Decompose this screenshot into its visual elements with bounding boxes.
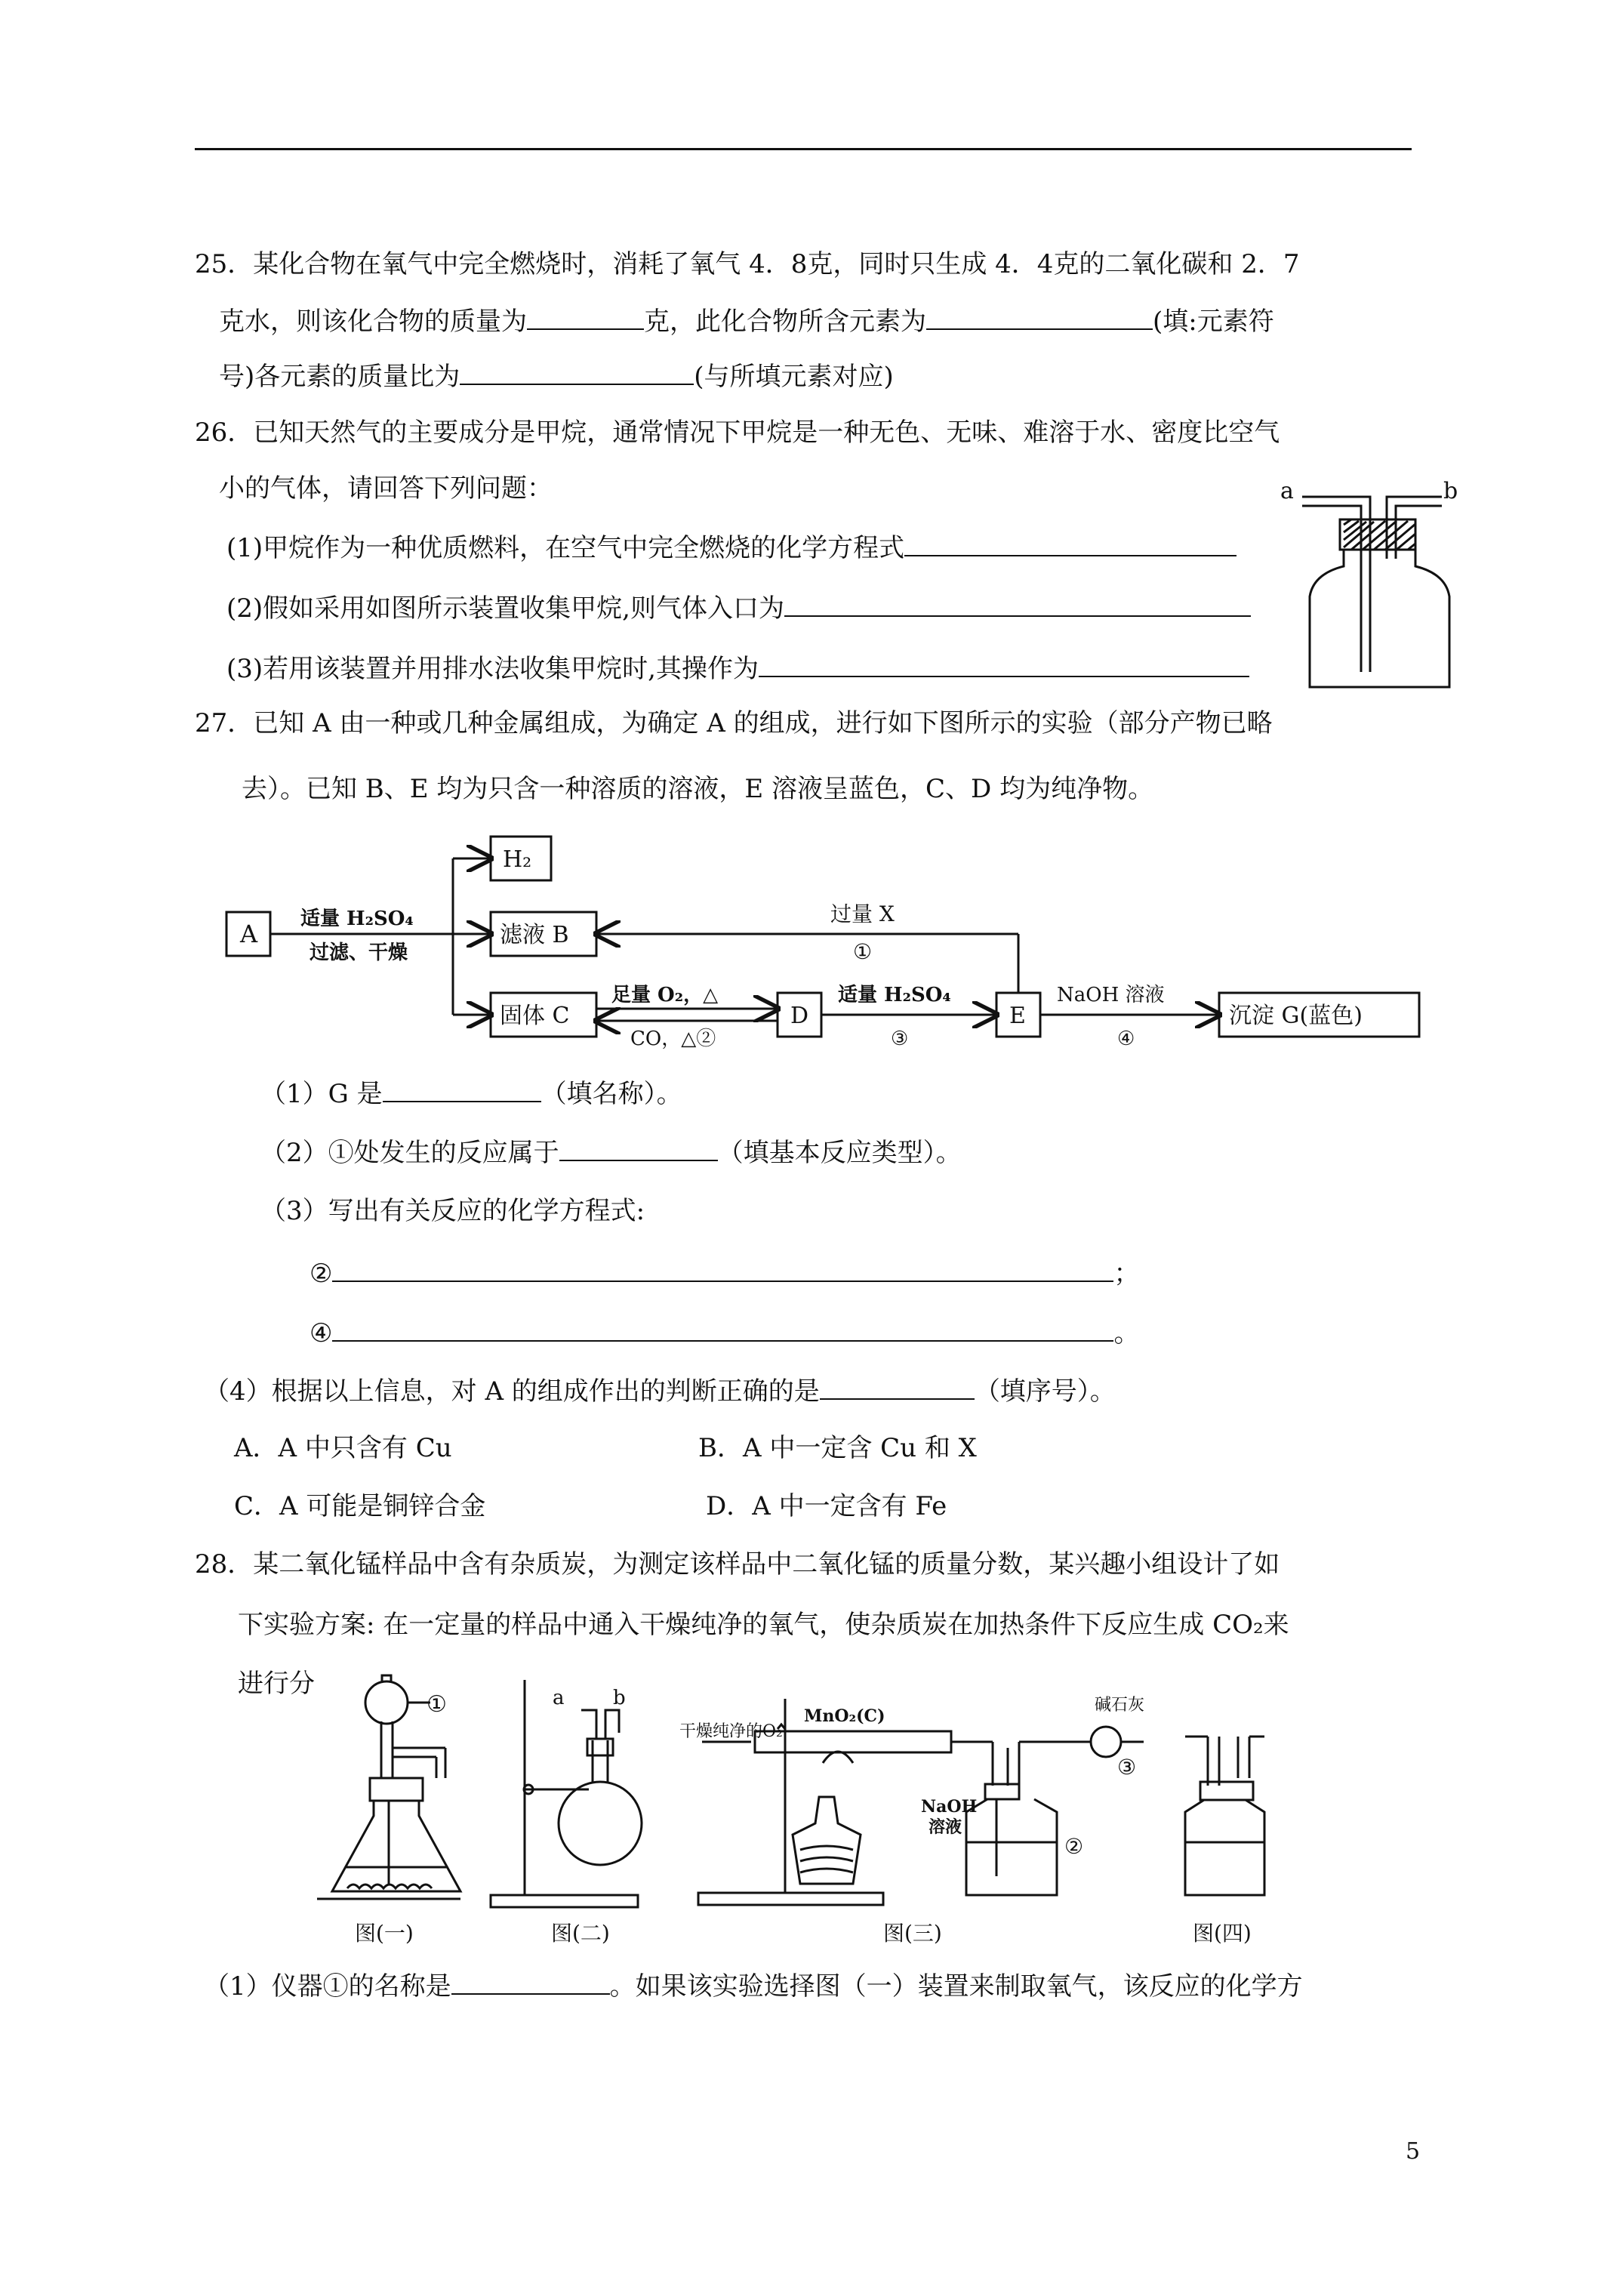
q27-option-d[interactable]: D．A 中一定含有 Fe [706, 1491, 947, 1521]
q27-sub2-text: （2）①处发生的反应属于 [260, 1138, 559, 1168]
q28-line3: 进行分 [238, 1669, 315, 1699]
flow-a-top: 适量 H₂SO₄ [300, 908, 414, 930]
q27-option-b[interactable]: B．A 中一定含 Cu 和 X [698, 1433, 977, 1463]
flow-e-num: ④ [1117, 1028, 1135, 1050]
q27-option-c[interactable]: C．A 可能是铜锌合金 [234, 1491, 486, 1521]
q27-judgement-blank[interactable] [820, 1376, 975, 1400]
q26-label-b: b [1443, 478, 1458, 504]
q26-p2-text: (2)假如采用如图所示装置收集甲烷,则气体入口为 [226, 593, 784, 624]
q26-label-a: a [1280, 478, 1294, 504]
q27-sub2 [260, 1137, 962, 1168]
fig1-caption: 图(一) [355, 1921, 414, 1946]
fig3-mark-2: ② [1064, 1834, 1084, 1859]
q28-line1: 28．某二氧化锰样品中含有杂质炭，为测定该样品中二氧化锰的质量分数，某兴趣小组设计了如 [195, 1549, 1280, 1579]
flow-g-label: 沉淀 G(蓝色) [1229, 1003, 1363, 1029]
q26-p1-text: (1)甲烷作为一种优质燃料，在空气中完全燃烧的化学方程式 [226, 533, 905, 563]
fig3-caption: 图(三) [883, 1921, 942, 1946]
q27-sub4 [204, 1376, 1116, 1407]
q27-eq2-marker: ② [310, 1259, 333, 1289]
fig4-drawing [1185, 1737, 1264, 1895]
q27-eq2-row [310, 1258, 1139, 1289]
flow-a-bottom: 过滤、干燥 [310, 942, 408, 964]
q28-instrument-blank[interactable] [451, 1971, 610, 1995]
q26-line1: 26．已知天然气的主要成分是甲烷，通常情况下甲烷是一种无色、无味、难溶于水、密度比空气 [195, 418, 1280, 448]
q25-line3 [219, 361, 894, 392]
q27-reaction-type-blank[interactable] [559, 1137, 718, 1161]
fig3-mno2-label: MnO₂(C) [804, 1706, 885, 1726]
flow-e-label: E [1009, 1003, 1026, 1029]
q28-sub1 [204, 1971, 1303, 2002]
q25-elements-blank[interactable] [926, 306, 1153, 330]
q27-sub1-tail: （填名称）。 [540, 1079, 682, 1109]
flow-h2-label: H₂ [503, 846, 532, 873]
q26-gas-bottle-figure [1268, 468, 1480, 695]
flow-b-label: 滤液 B [500, 922, 569, 948]
flow-d-label: D [790, 1003, 809, 1029]
q27-eq4-row [310, 1318, 1139, 1348]
q28-sub1-text: （1）仪器①的名称是 [204, 1971, 451, 2002]
q28-apparatus-figures [302, 1665, 1268, 1982]
fig2-caption: 图(二) [551, 1921, 610, 1946]
fig2-drawing [491, 1680, 642, 1907]
fig3-o2-label: 干燥纯净的O₂ [679, 1722, 783, 1741]
fig2-label-a: a [553, 1687, 565, 1709]
q25-text-d: 号)各元素的质量比为 [219, 362, 460, 392]
q25-text-b: 克，此化合物所含元素为 [644, 307, 926, 337]
q25-line1: 25．某化合物在氧气中完全燃烧时，消耗了氧气 4．8克，同时只生成 4．4克的二氧化碳和 2．7 [195, 249, 1300, 279]
q26-p3-text: (3)若用该装置并用排水法收集甲烷时,其操作为 [226, 654, 759, 684]
q28-line2: 下实验方案: 在一定量的样品中通入干燥纯净的氧气，使杂质炭在加热条件下反应生成 CO₂来 [238, 1610, 1289, 1640]
q27-sub3: （3）写出有关反应的化学方程式: [260, 1196, 645, 1226]
q26-operation-blank[interactable] [759, 653, 1249, 677]
flow-c-bottom: CO，△② [630, 1028, 716, 1050]
q25-text-a: 克水，则该化合物的质量为 [219, 307, 527, 337]
q27-sub1-text: （1）G 是 [260, 1079, 383, 1109]
q27-line2: 去）。已知 B、E 均为只含一种溶质的溶液，E 溶液呈蓝色，C、D 均为纯净物。 [242, 774, 1154, 804]
q27-eq4-marker: ④ [310, 1318, 333, 1348]
q27-eq4-blank[interactable] [332, 1318, 1113, 1342]
q27-sub4-text: （4）根据以上信息，对 A 的组成作出的判断正确的是 [204, 1376, 820, 1407]
q27-eq2-end: ； [1113, 1259, 1140, 1289]
q27-line1: 27．已知 A 由一种或几种金属组成，为确定 A 的组成，进行如下图所示的实验（部分产物已略 [195, 708, 1273, 738]
flow-d-num: ③ [891, 1028, 909, 1050]
flow-a-label: A [240, 920, 258, 948]
flow-d-top: 适量 H₂SO₄ [838, 984, 951, 1006]
q27-option-a[interactable]: A．A 中只含有 Cu [234, 1433, 452, 1463]
fig3-naoh-label: NaOH [921, 1797, 978, 1817]
q27-sub4-tail: （填序号）。 [974, 1376, 1116, 1407]
q25-mass-blank[interactable] [527, 306, 644, 330]
flow-c-top: 足量 O₂，△ [611, 984, 719, 1006]
flow-x-num: ① [853, 939, 873, 964]
fig3-soda-lime-label: 碱石灰 [1095, 1696, 1145, 1715]
q27-eq2-blank[interactable] [332, 1258, 1113, 1282]
q27-sub2-tail: （填基本反应类型）。 [717, 1138, 962, 1168]
header-rule [195, 148, 1412, 150]
fig2-label-b: b [613, 1687, 626, 1709]
q26-p3 [226, 653, 1249, 684]
q25-text-e: (与所填元素对应) [694, 362, 894, 392]
q26-p2 [226, 593, 1251, 624]
fig3-solution-label: 溶液 [929, 1817, 962, 1837]
q25-text-c: (填:元素符 [1153, 307, 1274, 337]
q28-sub1-tail: 。如果该实验选择图（一）装置来制取氧气，该反应的化学方 [609, 1971, 1303, 2002]
q27-sub1 [260, 1078, 682, 1109]
page-number: 5 [1406, 2138, 1421, 2165]
flow-x-top: 过量 X [830, 901, 895, 926]
q26-inlet-blank[interactable] [784, 593, 1251, 617]
q27-g-name-blank[interactable] [383, 1078, 541, 1102]
flow-e-top: NaOH 溶液 [1057, 984, 1165, 1006]
q25-ratio-blank[interactable] [460, 361, 694, 385]
q26-equation-blank[interactable] [904, 532, 1236, 556]
q26-p1 [226, 532, 1236, 563]
q25-line2 [219, 306, 1274, 337]
q27-eq4-end: 。 [1113, 1318, 1140, 1348]
fig4-caption: 图(四) [1193, 1921, 1252, 1946]
fig1-mark-1: ① [427, 1691, 447, 1718]
fig3-mark-3: ③ [1117, 1755, 1137, 1780]
q26-line2: 小的气体，请回答下列问题： [219, 473, 553, 504]
flow-c-label: 固体 C [500, 1003, 570, 1029]
q27-flow-chart [219, 831, 1427, 1065]
